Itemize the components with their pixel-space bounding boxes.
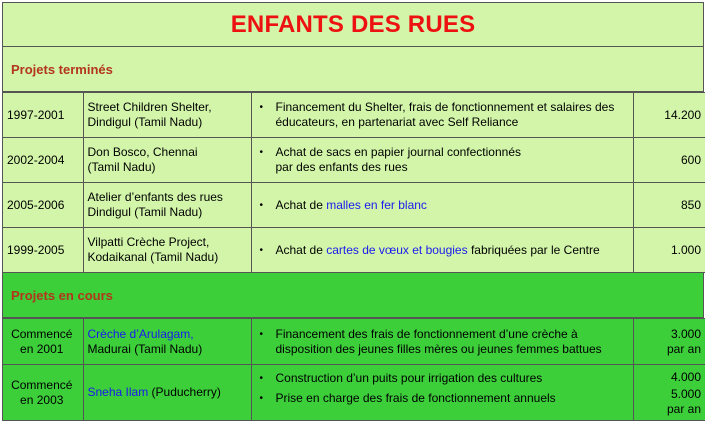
- project-line: Madurai (Tamil Nadu): [87, 341, 203, 356]
- project-cell: [83, 93, 251, 138]
- project-line: Atelier d’enfants des rues: [87, 190, 223, 204]
- bullet-icon: •: [259, 328, 264, 340]
- project-line: Don Bosco, Chennai: [87, 145, 198, 159]
- project-line: (Tamil Nadu): [87, 160, 156, 174]
- project-link[interactable]: Crèche d’Arulagam,: [87, 326, 194, 341]
- bullet-icon: •: [259, 147, 264, 158]
- description-text: Achat de: [275, 197, 327, 212]
- years-line: en 2001: [20, 341, 64, 356]
- description-text: Achat de: [275, 242, 327, 257]
- list-item: [256, 198, 629, 213]
- list-item: [256, 371, 629, 386]
- project-line: (Puducherry): [148, 385, 221, 399]
- years-cell: 2002-2004: [3, 138, 83, 183]
- table-row: [3, 365, 705, 421]
- bullet-icon: •: [259, 373, 264, 384]
- amount-cell: 1.000: [633, 228, 705, 273]
- bullet-icon: •: [259, 102, 264, 113]
- years-line: Commencé: [11, 326, 73, 341]
- list-item: [256, 145, 629, 175]
- project-line: Kodaikanal (Tamil Nadu): [87, 250, 219, 264]
- title-row: [3, 3, 703, 47]
- amount-cell: 14.200: [633, 93, 705, 138]
- project-cell: [83, 365, 251, 421]
- project-line: Dindigul (Tamil Nadu): [87, 115, 203, 129]
- bullet-text: Prise en charge des frais de fonctionnement annuels: [275, 391, 556, 405]
- description-line: par des enfants des rues: [275, 160, 408, 174]
- amount-value: 3.000: [670, 326, 701, 341]
- years-cell: [3, 319, 83, 365]
- page-title: ENFANTS DES RUES: [230, 10, 476, 38]
- list-item: [256, 243, 629, 258]
- project-cell: [83, 228, 251, 273]
- years-cell: 1999-2005: [3, 228, 83, 273]
- description-cell: [251, 93, 633, 138]
- bullet-icon: •: [259, 244, 264, 256]
- amount-value: 5.000: [670, 387, 701, 401]
- table-row: [3, 93, 705, 138]
- description-cell: [251, 183, 633, 228]
- description-cell: [251, 138, 633, 183]
- description-text: fabriquées par le Centre: [467, 242, 600, 257]
- ongoing-projects-table: [3, 318, 705, 421]
- list-item: [256, 327, 629, 357]
- amount-cell: [633, 319, 705, 365]
- description-line: Financement du Shelter, frais de fonctionnement et salaires des: [275, 100, 615, 114]
- bullet-text: Construction d’un puits pour irrigation des cultures: [275, 371, 543, 385]
- amount-cell: 850: [633, 183, 705, 228]
- amount-period: par an: [666, 402, 701, 416]
- description-link[interactable]: cartes de vœux et bougies: [326, 242, 468, 257]
- years-cell: 1997-2001: [3, 93, 83, 138]
- bullet-icon: •: [259, 199, 264, 211]
- amount-value: 4.000: [670, 370, 701, 384]
- project-cell: [83, 319, 251, 365]
- years-line: Commencé: [11, 377, 73, 392]
- bullet-icon: •: [259, 393, 264, 404]
- years-cell: [3, 365, 83, 421]
- project-cell: [83, 138, 251, 183]
- description-line: Achat de sacs en papier journal confectionnés: [275, 145, 521, 159]
- description-line: éducateurs, en partenariat avec Self Reliance: [275, 115, 519, 129]
- description-line: disposition des jeunes filles mères ou jeunes femmes battues: [275, 341, 602, 356]
- table-row: [3, 138, 705, 183]
- amount-cell: [633, 365, 705, 421]
- description-line: Financement des frais de fonctionnement d’une crèche à: [275, 326, 578, 341]
- amount-cell: 600: [633, 138, 705, 183]
- amount-period: par an: [666, 341, 701, 356]
- section-heading-ongoing: Projets en cours: [3, 273, 703, 318]
- table-frame: [2, 2, 704, 421]
- table-row: [3, 183, 705, 228]
- section-heading-finished: Projets terminés: [3, 47, 703, 92]
- list-item: [256, 100, 629, 130]
- project-line: Dindigul (Tamil Nadu): [87, 205, 203, 219]
- project-line: Vilpatti Crèche Project,: [87, 235, 210, 249]
- years-cell: 2005-2006: [3, 183, 83, 228]
- table-row: [3, 319, 705, 365]
- description-cell: [251, 228, 633, 273]
- finished-projects-table: [3, 92, 705, 273]
- project-link[interactable]: Sneha Ilam: [87, 385, 149, 399]
- list-item: [256, 391, 629, 406]
- project-cell: [83, 183, 251, 228]
- project-line: Street Children Shelter,: [87, 100, 212, 114]
- description-cell: [251, 365, 633, 421]
- years-line: en 2003: [20, 392, 64, 407]
- description-link[interactable]: malles en fer blanc: [326, 197, 427, 212]
- table-row: [3, 228, 705, 273]
- description-cell: [251, 319, 633, 365]
